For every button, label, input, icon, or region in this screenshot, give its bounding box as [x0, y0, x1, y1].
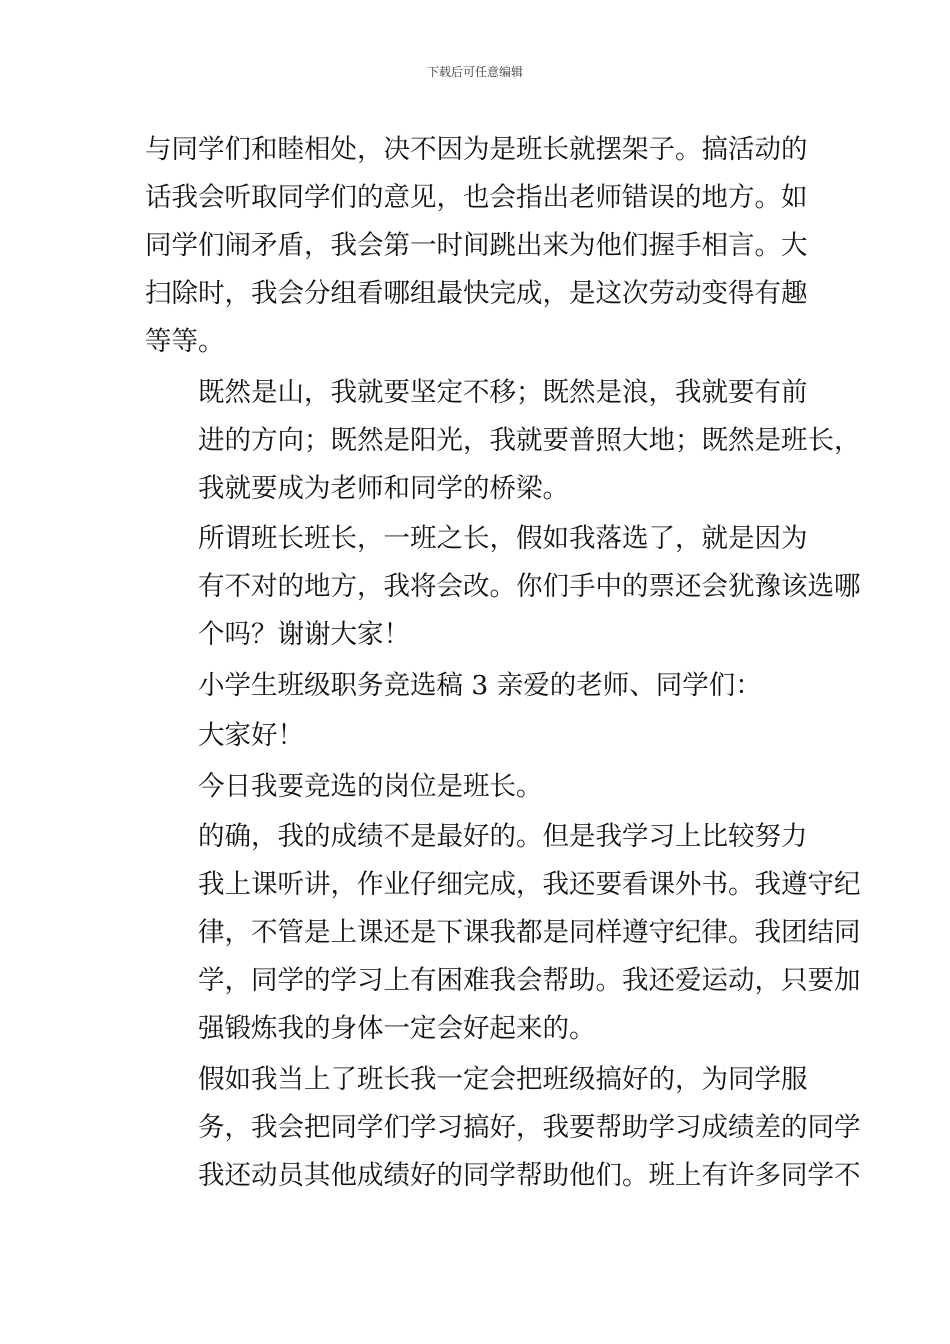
text-line: 进的方向；既然是阳光，我就要普照大地；既然是班长，	[198, 424, 861, 456]
text-line: 学，同学的学习上有困难我会帮助。我还爱运动，只要加	[198, 965, 861, 996]
text-line: 我还动员其他成绩好的同学帮助他们。班上有许多同学不	[198, 1159, 861, 1191]
paragraph	[145, 712, 817, 760]
text-line: 有不对的地方，我将会改。你们手中的票还会犹豫该选哪	[198, 571, 861, 602]
text-line: 务，我会把同学们学习搞好，我要帮助学习成绩差的同学	[198, 1111, 861, 1143]
text-line: 小学生班级职务竞选稿 3 亲爱的老师、同学们：	[198, 669, 762, 701]
text-line: 与同学们和睦相处，决不因为是班长就摆架子。搞活动的	[145, 134, 808, 165]
text-line: 个吗？谢谢大家！	[198, 619, 410, 650]
text-line: 扫除时，我会分组看哪组最快完成，是这次劳动变得有趣	[145, 278, 808, 309]
text-line: 律，不管是上课还是下课我都是同样遵守纪律。我团结同	[198, 917, 861, 948]
text-line: 话我会听取同学们的意见，也会指出老师错误的地方。如	[145, 182, 808, 213]
paragraph	[145, 126, 817, 366]
text-line: 同学们闹矛盾，我会第一时间跳出来为他们握手相言。大	[145, 230, 808, 261]
text-line: 我上课听讲，作业仔细完成，我还要看课外书。我遵守纪	[198, 869, 861, 900]
page-header-note: 下载后可任意编辑	[426, 65, 523, 79]
paragraph	[145, 813, 861, 1053]
paragraph	[145, 763, 817, 811]
paragraph	[145, 515, 861, 659]
text-line: 的确，我的成绩不是最好的。但是我学习上比较努力	[198, 821, 808, 852]
document-body	[145, 126, 861, 1202]
text-line: 既然是山，我就要坚定不移；既然是浪，我就要有前	[198, 376, 808, 408]
text-line: 假如我当上了班长我一定会把班级搞好的，为同学服	[198, 1063, 808, 1095]
paragraph	[145, 662, 817, 710]
text-line: 等等。	[145, 326, 225, 357]
text-line: 大家好！	[198, 720, 304, 751]
text-line: 强锻炼我的身体一定会好起来的。	[198, 1013, 596, 1044]
paragraph	[145, 369, 861, 513]
text-line: 我就要成为老师和同学的桥梁。	[198, 472, 569, 504]
paragraph	[145, 1056, 861, 1200]
text-line: 今日我要竞选的岗位是班长。	[198, 770, 543, 802]
text-line: 所谓班长班长，一班之长，假如我落选了，就是因为	[198, 523, 808, 554]
